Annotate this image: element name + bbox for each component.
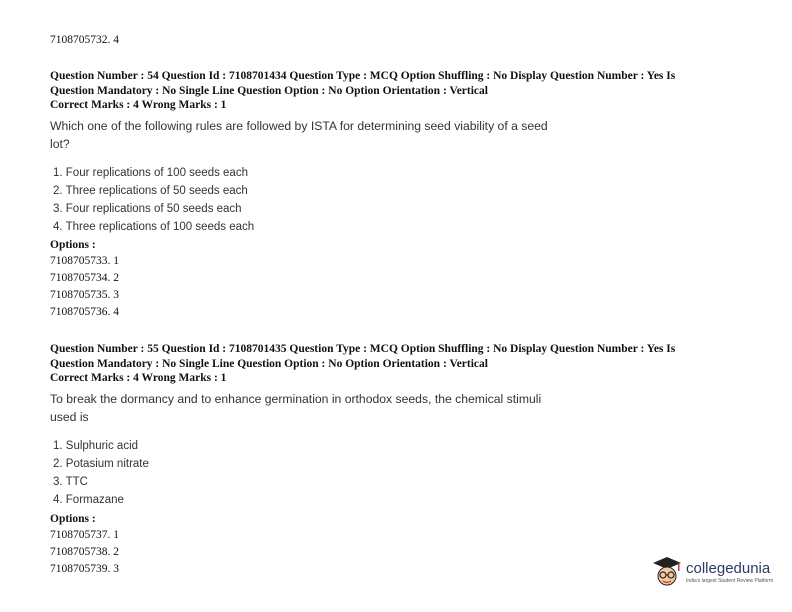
q55-options-label: Options : (50, 513, 96, 525)
q54-options-label: Options : (50, 239, 96, 251)
logo-tagline: India's largest Student Review Platform (686, 577, 774, 584)
q55-option-id-3: 7108705739. 3 (50, 563, 119, 575)
q54-choice-3: 3. Four replications of 50 seeds each (53, 203, 242, 215)
q54-option-id-2: 7108705734. 2 (50, 272, 119, 284)
q54-choice-1: 1. Four replications of 100 seeds each (53, 167, 248, 179)
q54-option-id-3: 7108705735. 3 (50, 289, 119, 301)
q55-question-text: To break the dormancy and to enhance germination in orthodox seeds, the chemical stimuli used is (50, 392, 542, 424)
q55-option-id-1: 7108705737. 1 (50, 529, 119, 541)
q55-option-id-2: 7108705738. 2 (50, 546, 119, 558)
q54-option-id-4: 7108705736. 4 (50, 306, 119, 318)
q54-header-line2: Question Mandatory : No Single Line Question Option : No Option Orientation : Vertical (50, 85, 488, 97)
q55-header-line1: Question Number : 55 Question Id : 7108701435 Question Type : MCQ Option Shuffling : No Display Question Number : Yes Is (50, 343, 676, 355)
q54-marks: Correct Marks : 4 Wrong Marks : 1 (50, 99, 227, 111)
q55-choice-4: 4. Formazane (53, 494, 124, 506)
q55-choice-3: 3. TTC (53, 476, 88, 488)
collegedunia-logo (652, 555, 773, 589)
q54-option-id-1: 7108705733. 1 (50, 255, 119, 267)
q54-choice-2: 2. Three replications of 50 seeds each (53, 185, 248, 197)
q54-header-line1: Question Number : 54 Question Id : 7108701434 Question Type : MCQ Option Shuffling : No Display Question Number : Yes Is (50, 70, 676, 82)
q54-question-text: Which one of the following rules are followed by ISTA for determining seed viability of a seed lot? (50, 119, 548, 151)
logo-text (686, 561, 773, 584)
q54-choice-4: 4. Three replications of 100 seeds each (53, 221, 255, 233)
q55-header-line2: Question Mandatory : No Single Line Question Option : No Option Orientation : Vertical (50, 358, 488, 370)
previous-option-line: 7108705732. 4 (50, 34, 119, 46)
q55-marks: Correct Marks : 4 Wrong Marks : 1 (50, 372, 227, 384)
logo-name: collegedunia (686, 559, 771, 577)
student-mascot-icon (652, 555, 682, 589)
q55-choice-2: 2. Potasium nitrate (53, 458, 149, 470)
q55-choice-1: 1. Sulphuric acid (53, 440, 139, 452)
